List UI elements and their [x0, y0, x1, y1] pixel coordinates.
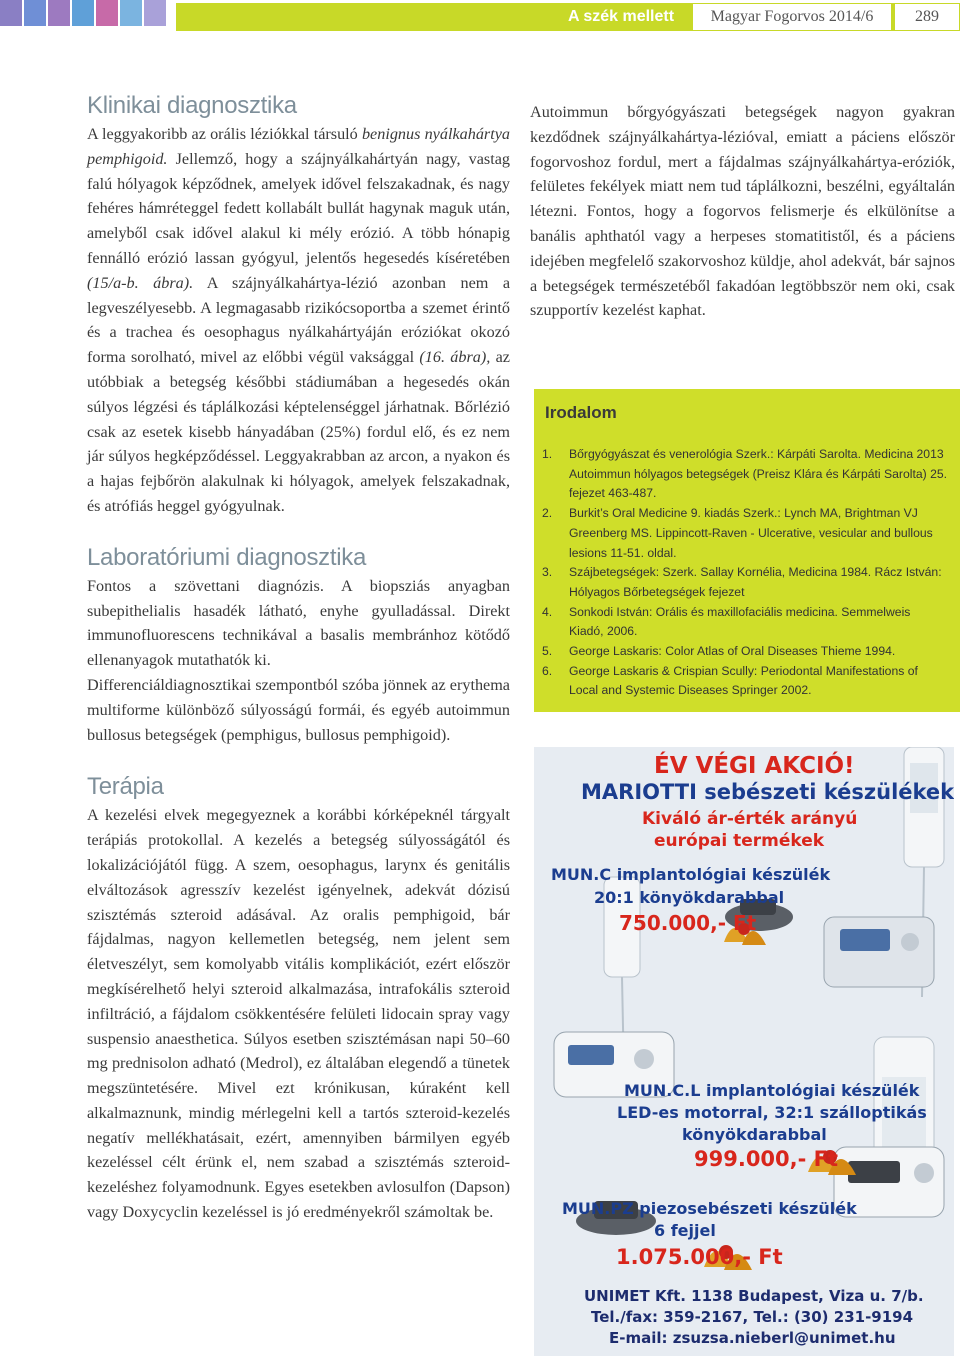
reference-text: Szájbetegségek: Szerk. Sallay Kornélia, Medicina 1984. Rácz István: Hólyagos Bőrbetegségek fejezet [569, 565, 942, 599]
left-column [87, 92, 510, 1225]
color-square [48, 0, 70, 26]
color-square [72, 0, 94, 26]
product-desc: LED-es motorral, 32:1 szálloptikás [617, 1103, 927, 1122]
reference-text: George Laskaris & Crispian Scully: Periodontal Manifestations of Local and Systemic Diseases Springer 2002. [569, 663, 918, 698]
product-price: 999.000,- Ft [694, 1147, 839, 1171]
page-number: 289 [894, 3, 960, 31]
paragraph-therapy: A kezelési elvek megegyeznek a korábbi kórképeknél tárgyalt terápiás protokollal. A kezelés a betegség súlyosságától és lokalizációjától függ. A szem, oesophagus, larynx és genitális elváltozások agresszív kezelést igényelnek, adekvát dózisú szisztémás szteroid adásával. Az oralis pemphigoid, bár fájdalmas, nagyon kellemetlen betegség, nem jelent sem életveszélyt, sem komolyabb vitális komplikációt, ezért először megkísérelhető helyi szteroid alkalmazása, intrafokális szteroid infiltráció, a fájdalom csökkentésére felületi lidocain spray vagy suspensio anaesthetica. Súlyos esetben szisztémásan napi 50–60 mg prednisolon adható (Medrol), ez általában elegendő a tünetek megszüntetésére. Mivel ezt krónikusan, kúraként kell alkalmaznunk, mindig mérlegelni kell a tartós szteroid-kezelés negatív mellékhatásait, ezért, amennyiben bármilyen egyéb kezeléssel célt érünk el, nem szabad a szisztémás szteroid-kezeléshez folyamodnunk. Egyes esetekben avlosulfon (Dapson) vagy Doxycyclin kezeléssel is jó eredményekről számoltak be. [87, 806, 510, 1222]
figure-ref: (15/a-b. ábra). [87, 273, 194, 292]
product-name: MUN.C implantológiai készülék [551, 865, 831, 884]
section-title: A szék mellett [567, 8, 675, 25]
color-square [96, 0, 118, 26]
heading-therapy: Terápia [87, 773, 164, 801]
references-title: Irodalom [545, 403, 617, 422]
color-square [144, 0, 166, 26]
figure-ref: (16. ábra), [419, 348, 491, 367]
reference-text: George Laskaris: Color Atlas of Oral Diseases Thieme 1994. [569, 644, 896, 659]
paragraph-differential: Differenciáldiagnosztikai szempontból szóba jönnek az erythema multiforme különböző súlyosságú formái, és egyéb autoimmun bullosus betegségek (pemphigus, bullosus pemphigoid). [87, 675, 510, 744]
product-name: MUN.C.L implantológiai készülék [624, 1081, 920, 1100]
reference-number: 3. [542, 565, 553, 580]
text-run: A szájnyálkahártya-lézió azonban nem a legveszélyesebb. A legmagasabb rizikócsoportba a szemet érintő és a trachea és oesophagus nyálkahártyáján eróziókat okozó forma sorolható, mivel az előbbi végül vaksággal [87, 273, 510, 367]
text-run: az utóbbiak a betegség későbbi stádiumában a hegesedés okán súlyos légzési és táplálkozási képtelenséggel járhatnak. Bőrlézió csak az esetek kisebb hányadában (25%) fordul elő, és ez nem jár súlyos hegképződéssel. Leggyakrabban az arcon, a nyakon és a hajas fejbőrön alakulnak ki hólyagok, amelyek felszakadnak, és atrófiás heggel gyógyulnak. [87, 348, 510, 515]
ad-tagline: európai termékek [654, 831, 825, 851]
text-italic: benignus nyálkahártya pemphigoid. [87, 125, 510, 168]
product-desc: könyökdarabbal [682, 1125, 827, 1144]
heading-clinical-diagnosis: Klinikai diagnosztika [87, 92, 297, 119]
ad-headline: ÉV VÉGI AKCIÓ! [654, 753, 855, 779]
reference-item [542, 642, 947, 662]
product-desc: 6 fejjel [654, 1221, 716, 1240]
reference-text: Bőrgyógyászat és venerológia Szerk.: Kárpáti Sarolta. Medicina 2013 Autoimmun hólyagos betegségek (Preisz Klára és Kárpáti Sarolta) 25. fejezet 463-487. [569, 447, 948, 501]
color-square [24, 0, 46, 26]
text-run: Jellemző, hogy a szájnyálkahártyán nagy, vastag falú hólyagok képződnek, amelyek idővel felszakadnak, és nagy fehéres hámréteggel fedett kollabált bullát hagynak maguk után, amelyből csak idővel alakul ki mély erózió. A több hónapig fennálló erózió lassan gyógyul, jelentős hegesedés kíséretében [87, 149, 510, 267]
reference-number: 2. [542, 506, 553, 521]
reference-number: 1. [542, 447, 553, 461]
product-price: 1.075.000,- Ft [616, 1245, 783, 1269]
reference-item [542, 603, 947, 642]
contact-phone: Tel./fax: 359-2167, Tel.: (30) 231-9194 [591, 1308, 914, 1326]
journal-title: Magyar Fogorvos 2014/6 [692, 3, 892, 31]
product-price: 750.000,- Ft [619, 911, 757, 935]
color-square [0, 0, 22, 26]
reference-text: Sonkodi István: Orális és maxillofaciális medicina. Semmelweis Kiadó, 2006. [569, 604, 911, 639]
product-name: MUN.PZ piezosebészeti készülék [562, 1199, 857, 1218]
reference-item [542, 504, 947, 563]
contact-address: UNIMET Kft. 1138 Budapest, Viza u. 7/b. [584, 1287, 924, 1305]
reference-item [542, 662, 947, 701]
references-list [542, 445, 947, 701]
paragraph-clinical [87, 122, 510, 519]
reference-number: 5. [542, 644, 553, 659]
heading-lab-diagnosis: Laboratóriumi diagnosztika [87, 543, 367, 571]
decorative-squares [0, 0, 168, 26]
paragraph-lab: Fontos a szövettani diagnózis. A biopsziás anyagban subepithelialis hasadék látható, enyhe gyulladással. Direkt immunofluorescens technikával a basalis membránhoz kötődő ellenanyagok mutathatók ki. [87, 576, 510, 670]
contact-email: E-mail: zsuzsa.nieberl@unimet.hu [609, 1329, 896, 1347]
right-column [530, 100, 955, 323]
paragraph-autoimmune: Autoimmun bőrgyógyászati betegségek nagyon gyakran kezdődnek szájnyálkahártya-lézióval, emiatt a páciens először fogorvoshoz fordul, mert a fájdalmas szájnyálkahártya-eróziók, felületes fekélyek miatt nem tud táplálkozni, beszélni, egyáltalán létezni. Fontos, hogy a fogorvos felismerje és elkülönítse a banális aphthatól vagy a herpeses stomatitistől, és a páciens idejében megfelelő szakorvoshoz küldje, ahol adekvát, bár sajnos a betegségek természetéből fakadóan legtöbbször nem oki, csak szupportív kezelést kaphat. [530, 103, 955, 320]
reference-item [542, 445, 947, 504]
text-run: A leggyakoribb az orális léziókkal társuló [87, 125, 362, 143]
reference-number: 6. [542, 663, 553, 678]
advertisement [534, 747, 954, 1356]
ad-tagline: Kiváló ár-érték arányú [642, 809, 858, 829]
color-square [120, 0, 142, 26]
references-box [534, 389, 960, 712]
reference-item [542, 563, 947, 602]
device-icon [824, 917, 934, 987]
ad-brand: MARIOTTI sebészeti készülékek [581, 780, 954, 804]
reference-text: Burkit’s Oral Medicine 9. kiadás Szerk.: Lynch MA, Brightman VJ Greenberg MS. Lippincott-Raven - Ulcerative, vesicular and bullous lesions 11-51. oldal. [569, 506, 933, 560]
page-header [0, 0, 960, 36]
reference-number: 4. [542, 604, 553, 619]
product-desc: 20:1 könyökdarabbal [594, 888, 785, 907]
